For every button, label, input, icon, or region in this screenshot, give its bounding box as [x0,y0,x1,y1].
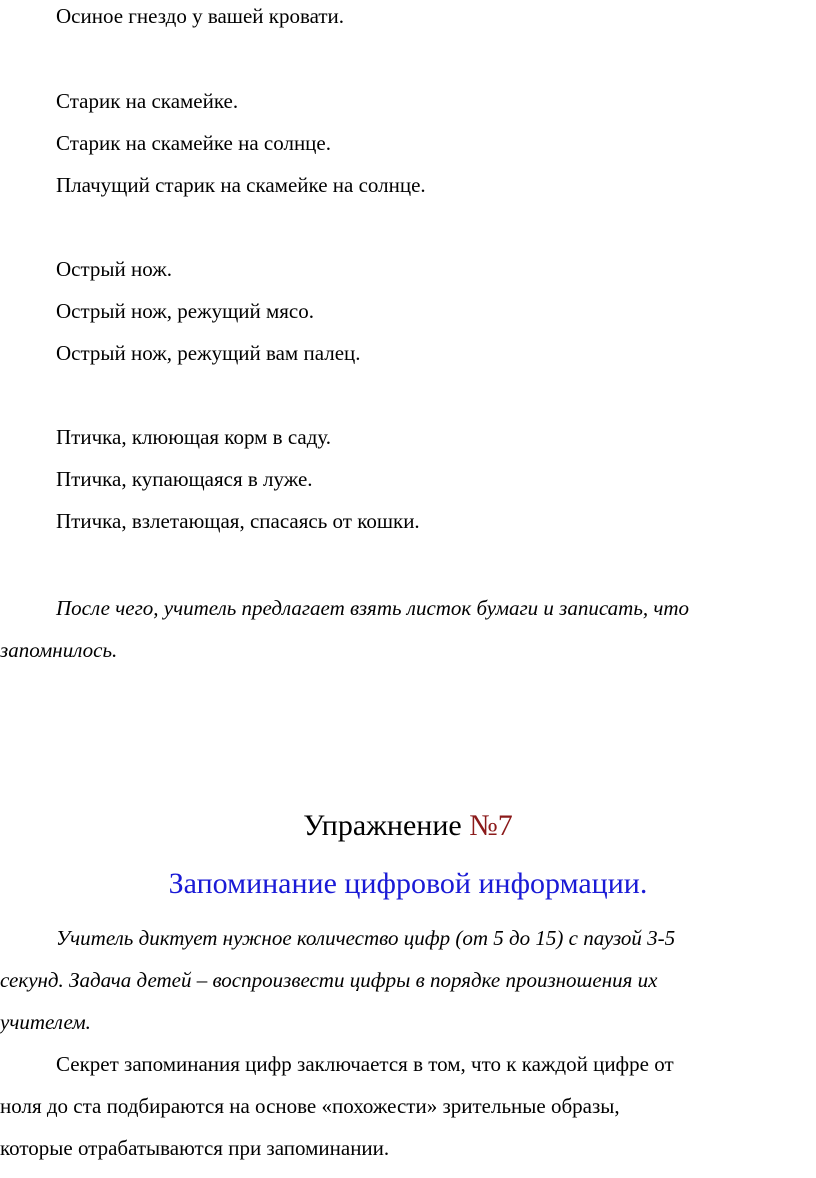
poem-line-old-3: Плачущий старик на скамейке на солнце. [56,173,426,197]
task-line-1: Учитель диктует нужное количество цифр (от 5 до 15) с паузой 3-5 [56,926,676,950]
exercise-title [0,808,816,844]
secret-line-2: ноля до ста подбираются на основе «похожести» зрительные образы, [0,1094,620,1118]
exercise-title-number: №7 [469,809,513,842]
instruction-line-1: После чего, учитель предлагает взять листок бумаги и записать, что [56,596,690,620]
poem-line-knife-1: Острый нож. [56,257,172,281]
poem-line-knife-3: Острый нож, режущий вам палец. [56,341,361,365]
exercise-title-word: Упражнение [303,809,462,842]
poem-line-wasp: Осиное гнездо у вашей кровати. [56,4,345,28]
instruction-line-2: запомнилось. [0,638,118,662]
poem-line-bird-1: Птичка, клюющая корм в саду. [56,425,332,449]
secret-line-1: Секрет запоминания цифр заключается в том, что к каждой цифре от [56,1052,674,1076]
poem-line-knife-2: Острый нож, режущий мясо. [56,299,314,323]
poem-line-old-2: Старик на скамейке на солнце. [56,131,331,155]
poem-line-bird-2: Птичка, купающаяся в луже. [56,467,313,491]
poem-line-bird-3: Птичка, взлетающая, спасаясь от кошки. [56,509,420,533]
task-line-2: секунд. Задача детей – воспроизвести цифры в порядке произношения их [0,968,658,992]
poem-line-old-1: Старик на скамейке. [56,89,239,113]
task-line-3: учителем. [0,1010,91,1034]
secret-line-3: которые отрабатываются при запоминании. [0,1136,390,1160]
exercise-subtitle: Запоминание цифровой информации. [168,867,648,900]
